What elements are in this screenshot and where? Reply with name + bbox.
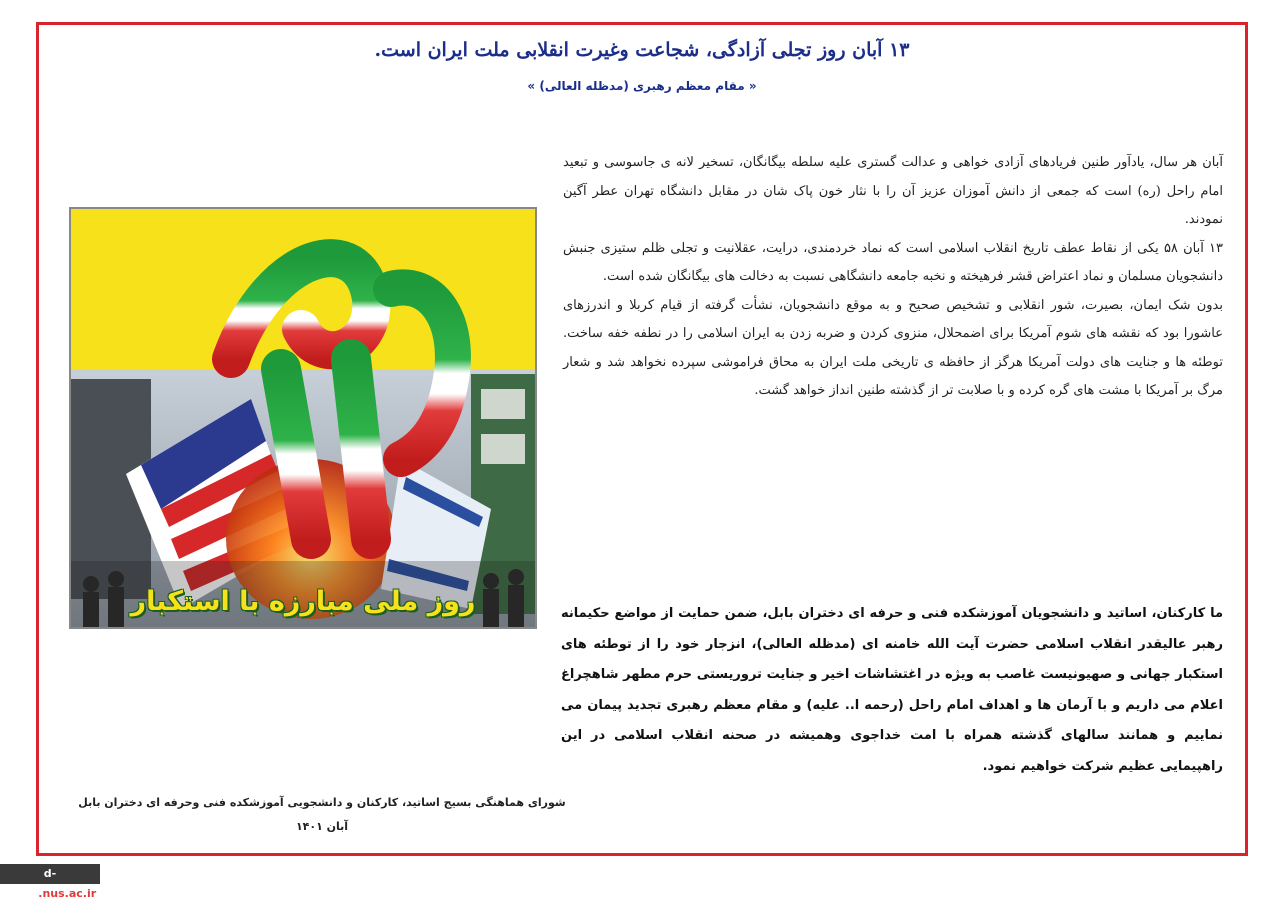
body-text — [563, 149, 1223, 406]
poster-image — [69, 207, 537, 629]
announcement-frame — [36, 22, 1248, 856]
footer-signature — [67, 791, 577, 839]
watermark-prefix: d-babol — [3, 867, 57, 900]
page-subtitle: « مقام معظم رهبری (مدظله العالی) » — [527, 79, 757, 93]
footer-organization: شورای هماهنگی بسیج اساتید، کارکنان و دانشجویی آموزشکده فنی وحرفه ای دختران بابل — [78, 796, 566, 809]
poster-caption: روز ملی مبارزه با استکبار — [130, 586, 476, 617]
paragraph-3: بدون شک ایمان، بصیرت، شور انقلابی و تشخیص صحیح و به موقع دانشجویان، نشأت گرفته از قیام کربلا و اندرزهای عاشورا بود که نقشه های شوم آمریکا برای اضمحلال، منزوی کردن و ضربه زدن به ایران اسلامی را در نطفه خفه ساخت. توطئه ها و جنایت های دولت آمریکا هرگز از حافظه ی تاریخی ملت ایران به محاق فراموشی سپرده نخواهد شد و شعار مرگ بر آمریکا با مشت های گره کرده و با صلابت تر از گذشته طنین انداز خواهد گشت. — [563, 297, 1223, 398]
poster-artwork — [71, 209, 535, 627]
footer-date: آبان ۱۴۰۱ — [295, 820, 349, 833]
paragraph-2: ۱۳ آبان ۵۸ یکی از نقاط عطف تاریخ انقلاب اسلامی است که نماد خردمندی، درایت، عقلانیت و تجلی ظلم ستیزی جنبش دانشجویان مسلمان و نماد اعتراض قشر فرهیخته و نخبه جامعه دانشگاهی نسبت به دخالت های بیگانگان شده است. — [563, 240, 1223, 284]
page-title: ۱۳ آبان روز تجلی آزادگی، شجاعت وغیرت انقلابی ملت ایران است. — [374, 39, 910, 61]
statement-text: ما کارکنان، اساتید و دانشجویان آموزشکده فنی و حرفه ای دختران بابل، ضمن حمایت از مواضع حکیمانه رهبر عالیقدر انقلاب اسلامی حضرت آیت الله خامنه ای (مدظله العالی)، انزجار خود را از توطئه های استکبار جهانی و صهیونیست غاصب به ویژه در اغتشاشات اخیر و جنایت تروریستی حرم مطهر شاهچراغ اعلام می داریم و با آرمان ها و اهداف امام راحل (رحمه ا.. علیه) و مقام معظم رهبری تجدید پیمان می نماییم و همانند سالهای گذشته همراه با امت خداجوی وهمیشه در صحنه انقلاب اسلامی در این راهپیمایی عظیم شرکت خواهیم نمود. — [561, 606, 1223, 774]
poster-headline — [71, 209, 72, 210]
site-watermark — [0, 864, 100, 900]
paragraph-1: آبان هر سال، یادآور طنین فریادهای آزادی خواهی و عدالت گستری علیه سلطه بیگانگان، تسخیر لانه ی جاسوسی و تبعید امام راحل (ره) است که جمعی از دانش آموزان عزیز آن را با نثار خون پاک شان در مقابل دانشگاه تهران عطر آگین نمودند. — [563, 155, 1223, 227]
watermark-suffix: .nus.ac.ir — [38, 887, 97, 900]
